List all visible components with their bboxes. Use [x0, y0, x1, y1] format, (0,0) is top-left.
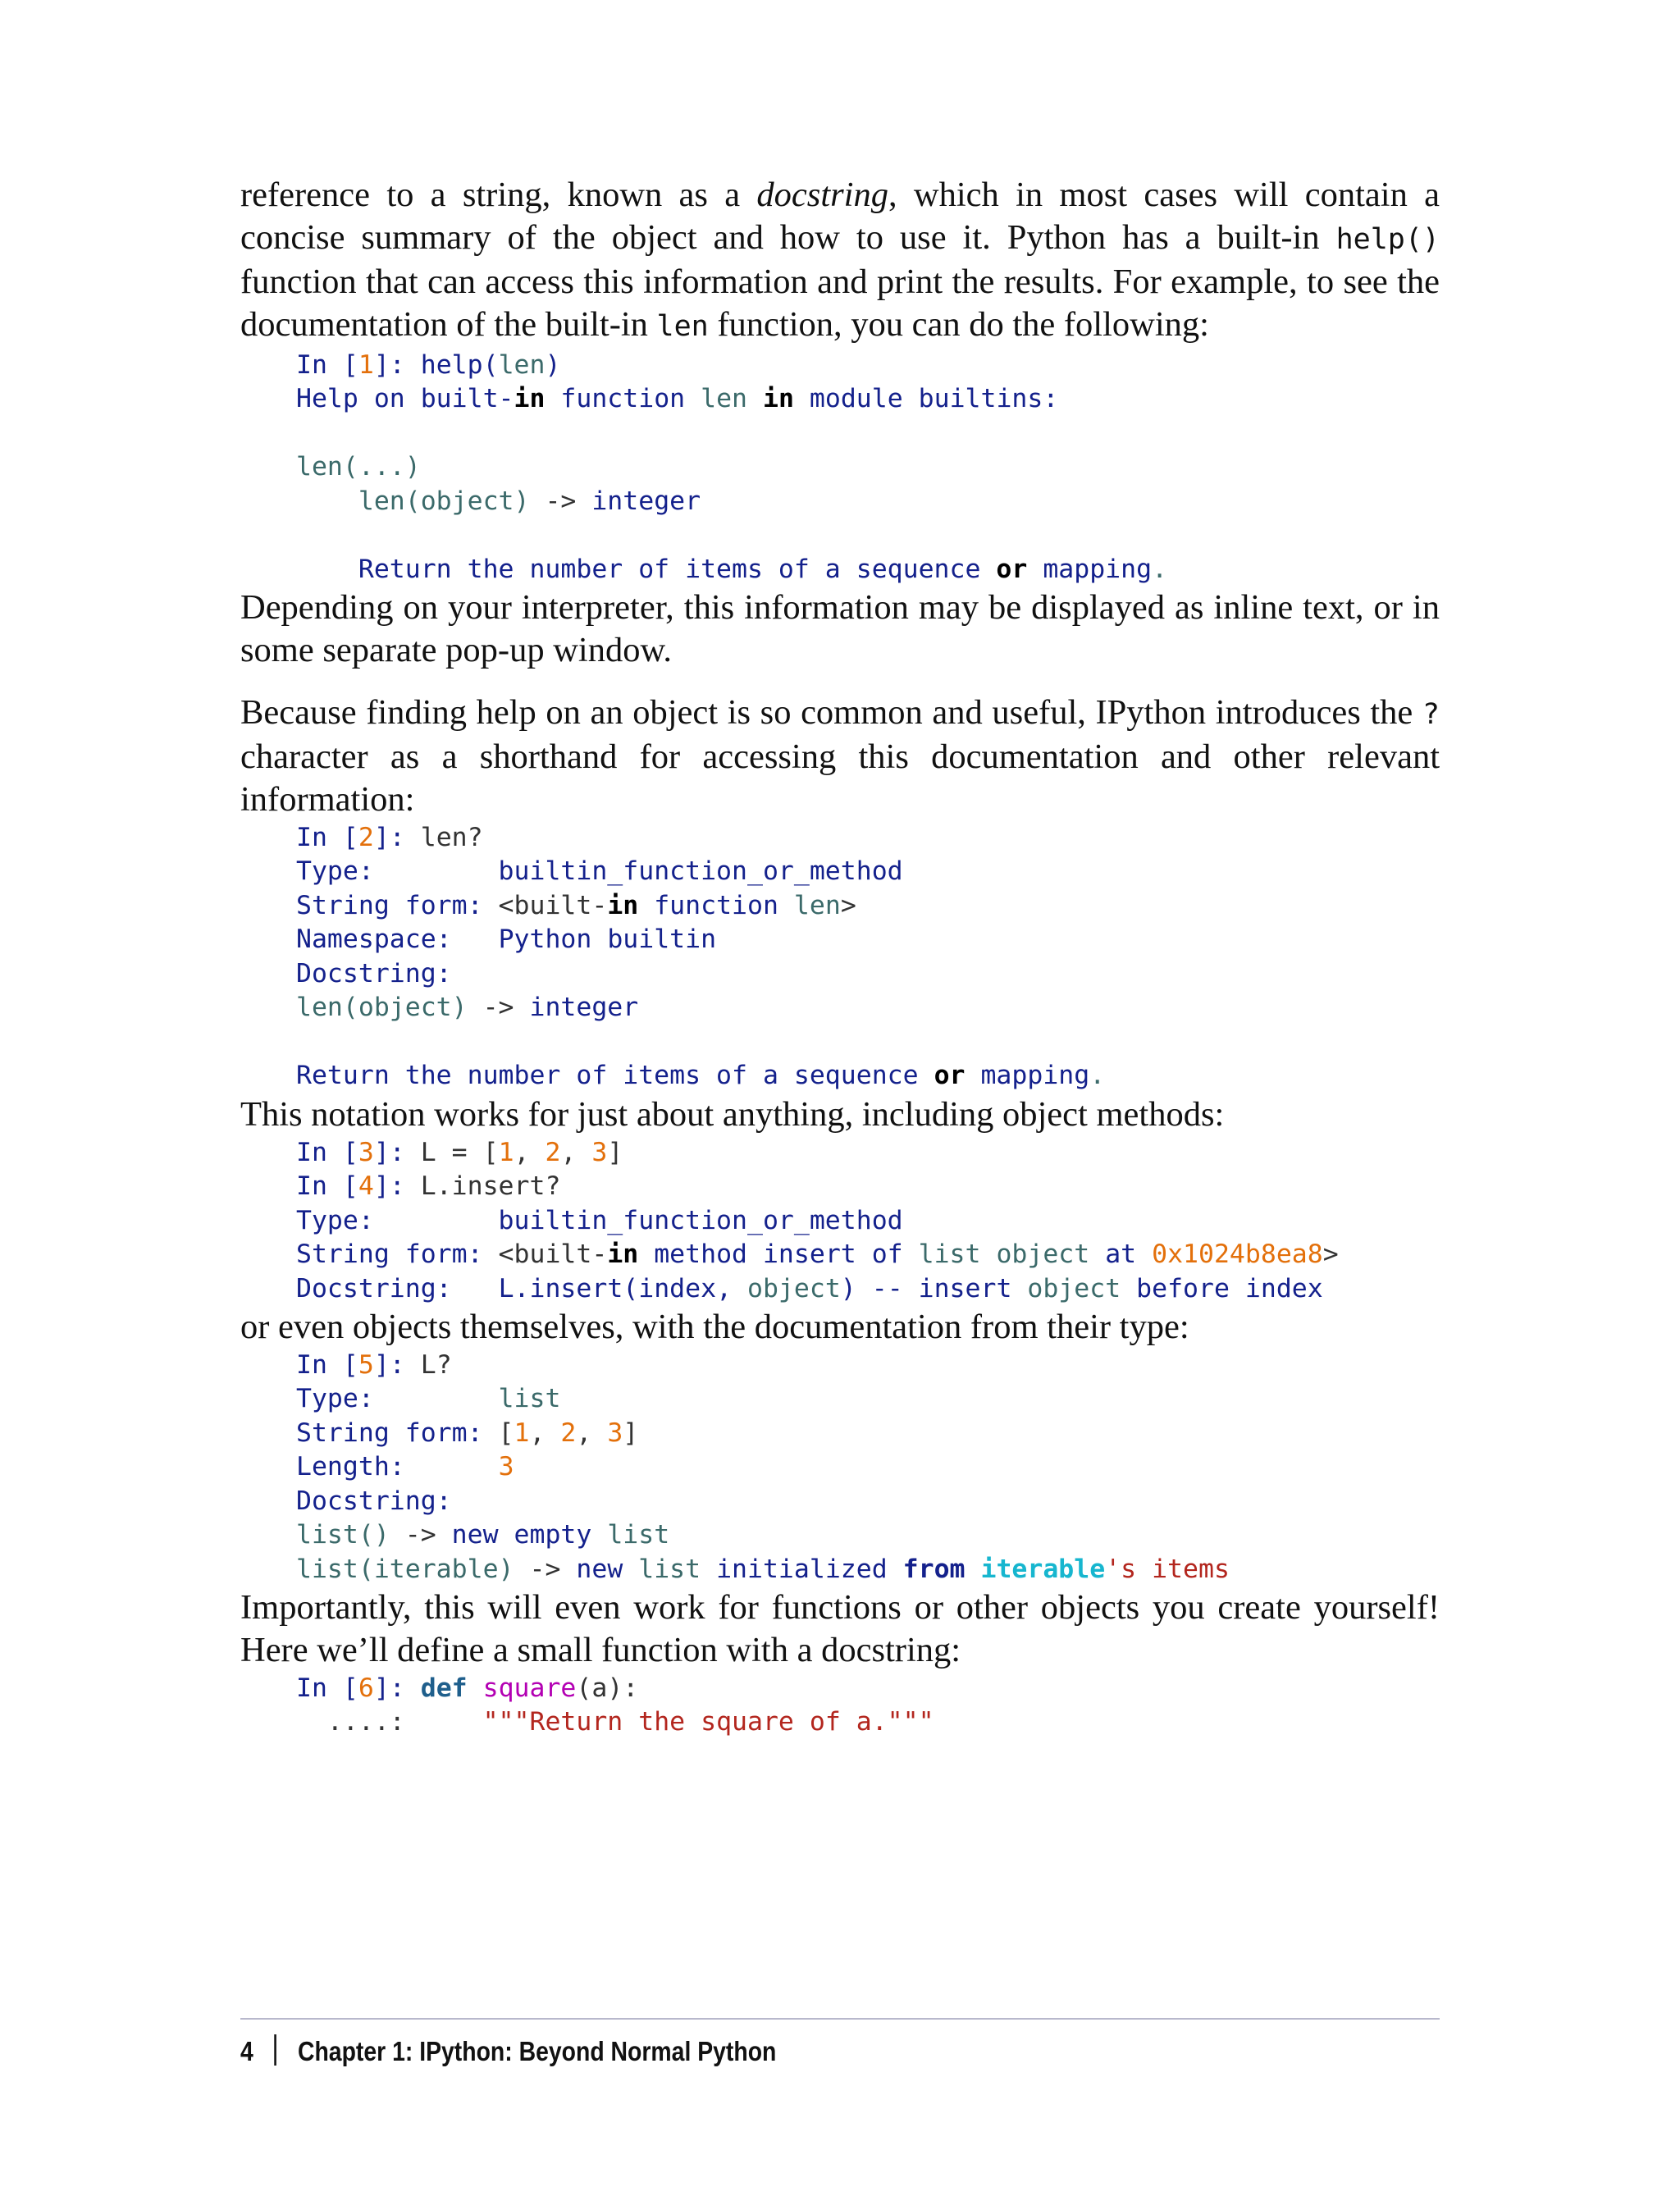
- footer-text: [240, 2034, 1271, 2067]
- paragraph-object-methods: This notation works for just about anything, including object methods:: [240, 1094, 1225, 1134]
- text-run: reference to a string, known as a: [240, 176, 757, 214]
- code-block-insert-question: In [3]: L = [1, 2, 3] In [4]: L.insert? Type: builtin_function_or_method String form: <built-in method insert of list object at 0x1024b8ea8> Docstring: L.insert(index, object) -- insert object before index: [296, 1137, 1339, 1303]
- page-content: [240, 174, 1440, 1740]
- footer-separator: [275, 2034, 277, 2066]
- text-run: function, you can do the following:: [708, 305, 1209, 345]
- inline-code-question: ?: [1422, 697, 1440, 731]
- chapter-title: Chapter 1: IPython: Beyond Normal Python: [297, 2036, 777, 2066]
- page-footer: [240, 2018, 1440, 2067]
- code-block-len-question: In [2]: len? Type: builtin_function_or_method String form: <built-in function len> Namespace: Python builtin Docstring: len(object) -> integer Return the number of items of a sequence or mapping.: [296, 822, 1106, 1091]
- paragraph-docstring-intro: [240, 174, 1440, 349]
- inline-code-help: help(): [1335, 222, 1440, 256]
- code-block-list-question: In [5]: L? Type: list String form: [1, 2, 3] Length: 3 Docstring: list() -> new empty list list(iterable) -> new list initialized from iterable's items: [296, 1349, 1230, 1584]
- code-block-help-len: In [1]: help(len) Help on built-in function len in module builtins: len(...) len(object) -> integer Return the number of items of a sequence or mapping.: [296, 349, 1168, 584]
- paragraph-functions-yourself: Importantly, this will even work for functions or other objects you create yourself! Here we’ll define a small function with a docstring:: [240, 1588, 1440, 1669]
- paragraph-interpreter: Depending on your interpreter, this information may be displayed as inline text, or in some separate pop-up window.: [240, 588, 1440, 670]
- text-run: function that can access this information and print the results. For example, to see the documentation of the built-in: [240, 262, 1440, 345]
- code-block-def-square: In [6]: def square(a): ....: """Return the square of a.""": [296, 1673, 934, 1737]
- page-number: 4: [240, 2036, 253, 2066]
- text-run: , which in most cases will contain a concise summary of the object and how to use it. Python has a built-in: [240, 176, 1440, 257]
- text-run: character as a shorthand for accessing this documentation and other relevant information:: [240, 737, 1440, 819]
- paragraph-objects-themselves: or even objects themselves, with the documentation from their type:: [240, 1308, 1189, 1347]
- text-run: Because finding help on an object is so common and useful, IPython introduces the: [240, 692, 1422, 732]
- inline-code-len: len: [656, 310, 709, 344]
- paragraph-question-mark: [240, 692, 1440, 821]
- emphasis-docstring: docstring: [756, 176, 888, 214]
